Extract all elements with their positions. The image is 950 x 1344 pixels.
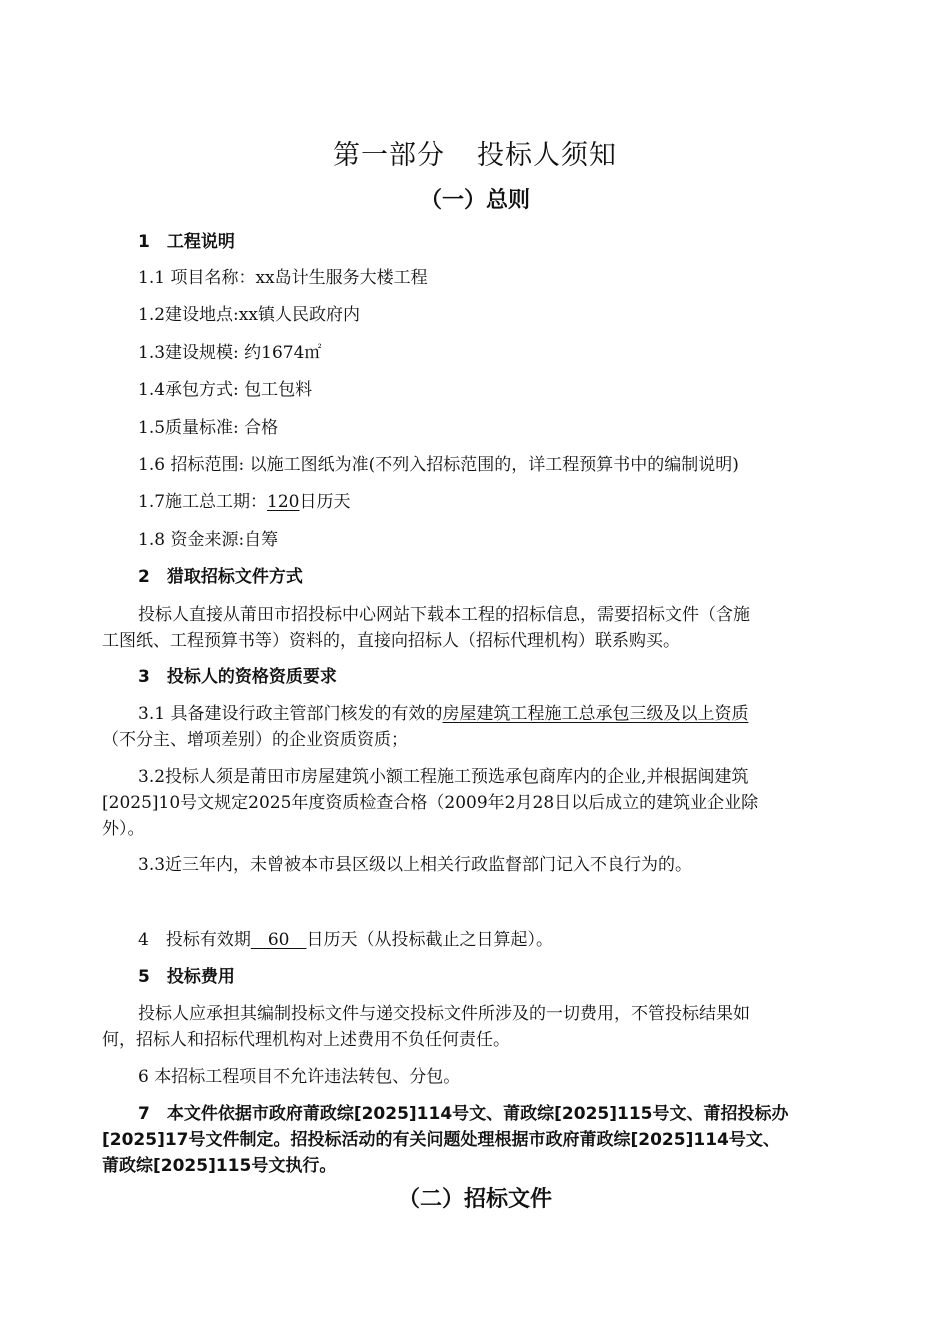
bid-costs-line1: 投标人应承担其编制投标文件与递交投标文件所涉及的一切费用，不管投标结果如	[138, 1004, 750, 1024]
bid-validity	[138, 925, 553, 950]
bid-validity-suffix: 日历天（从投标截止之日算起）。	[306, 930, 553, 950]
item-quality-standard: 1.5质量标准: 合格	[138, 418, 279, 438]
qualification-3-1-prefix: 3.1 具备建设行政主管部门核发的有效的	[138, 704, 443, 724]
period-days: 120	[267, 492, 300, 512]
qualification-3-2-line3: 外）。	[102, 819, 145, 839]
project-name-value: xx岛计生服务大楼工程	[255, 268, 428, 288]
basis-line1: 7 本文件依据市政府莆政综[2025]114号文、莆政综[2025]115号文、莆招投标办	[138, 1104, 789, 1124]
page-title	[0, 133, 950, 172]
period-prefix: 1.7施工总工期：	[138, 492, 268, 512]
qualification-3-2-line1: 3.2投标人须是莆田市房屋建筑小额工程施工预选承包商库内的企业,并根据闽建筑	[138, 767, 749, 787]
bid-validity-prefix: 4 投标有效期	[138, 930, 251, 950]
qualification-3-1-line2: （不分主、增项差别）的企业资质资质；	[102, 730, 408, 750]
bid-validity-days: 60	[250, 930, 307, 950]
item-construction-period	[138, 487, 351, 512]
bid-costs-line2: 何，招标人和招标代理机构对上述费用不负任何责任。	[102, 1030, 510, 1050]
section-heading-bidding-documents: （二）招标文件	[397, 1187, 552, 1212]
basis-line2: [2025]17号文件制定。招投标活动的有关问题处理根据市政府莆政综[2025]114号文、	[102, 1130, 780, 1150]
basis-line3: 莆政综[2025]115号文执行。	[102, 1156, 337, 1176]
qualification-3-1-underlined: 房屋建筑工程施工总承包三级及以上资质	[442, 704, 749, 724]
item-bidding-scope: 1.6 招标范围: 以施工图纸为准(不列入招标范围的，详工程预算书中的编制说明)	[138, 455, 739, 475]
item-construction-scale: 1.3建设规模: 约1674㎡	[138, 343, 322, 363]
heading-bid-costs: 5 投标费用	[138, 967, 235, 987]
qualification-3-3: 3.3近三年内，未曾被本市县区级以上相关行政监督部门记入不良行为的。	[138, 855, 693, 875]
section-heading-general: （一）总则	[419, 188, 530, 213]
obtain-documents-line2: 工图纸、工程预算书等）资料的，直接向招标人（招标代理机构）联系购买。	[102, 631, 680, 651]
title-main: 投标人须知	[477, 140, 617, 171]
item-contract-method: 1.4承包方式: 包工包料	[138, 380, 313, 400]
item-construction-site: 1.2建设地点:xx镇人民政府内	[138, 305, 360, 325]
item-funding-source: 1.8 资金来源:自筹	[138, 530, 279, 550]
item-project-name	[138, 263, 428, 288]
period-suffix: 日历天	[299, 492, 351, 512]
qualification-3-1-line1	[138, 699, 748, 724]
heading-obtain-documents: 2 猎取招标文件方式	[138, 567, 303, 587]
heading-project-description: 1 工程说明	[138, 232, 235, 252]
obtain-documents-line1: 投标人直接从莆田市招投标中心网站下载本工程的招标信息，需要招标文件（含施	[138, 605, 750, 625]
title-part: 第一部分	[333, 140, 445, 171]
project-name-label: 1.1 项目名称：	[138, 268, 256, 288]
heading-qualification: 3 投标人的资格资质要求	[138, 667, 337, 687]
qualification-3-2-line2: [2025]10号文规定2025年度资质检查合格（2009年2月28日以后成立的建筑业企业除	[102, 793, 759, 813]
no-subcontracting: 6 本招标工程项目不允许违法转包、分包。	[138, 1067, 461, 1087]
